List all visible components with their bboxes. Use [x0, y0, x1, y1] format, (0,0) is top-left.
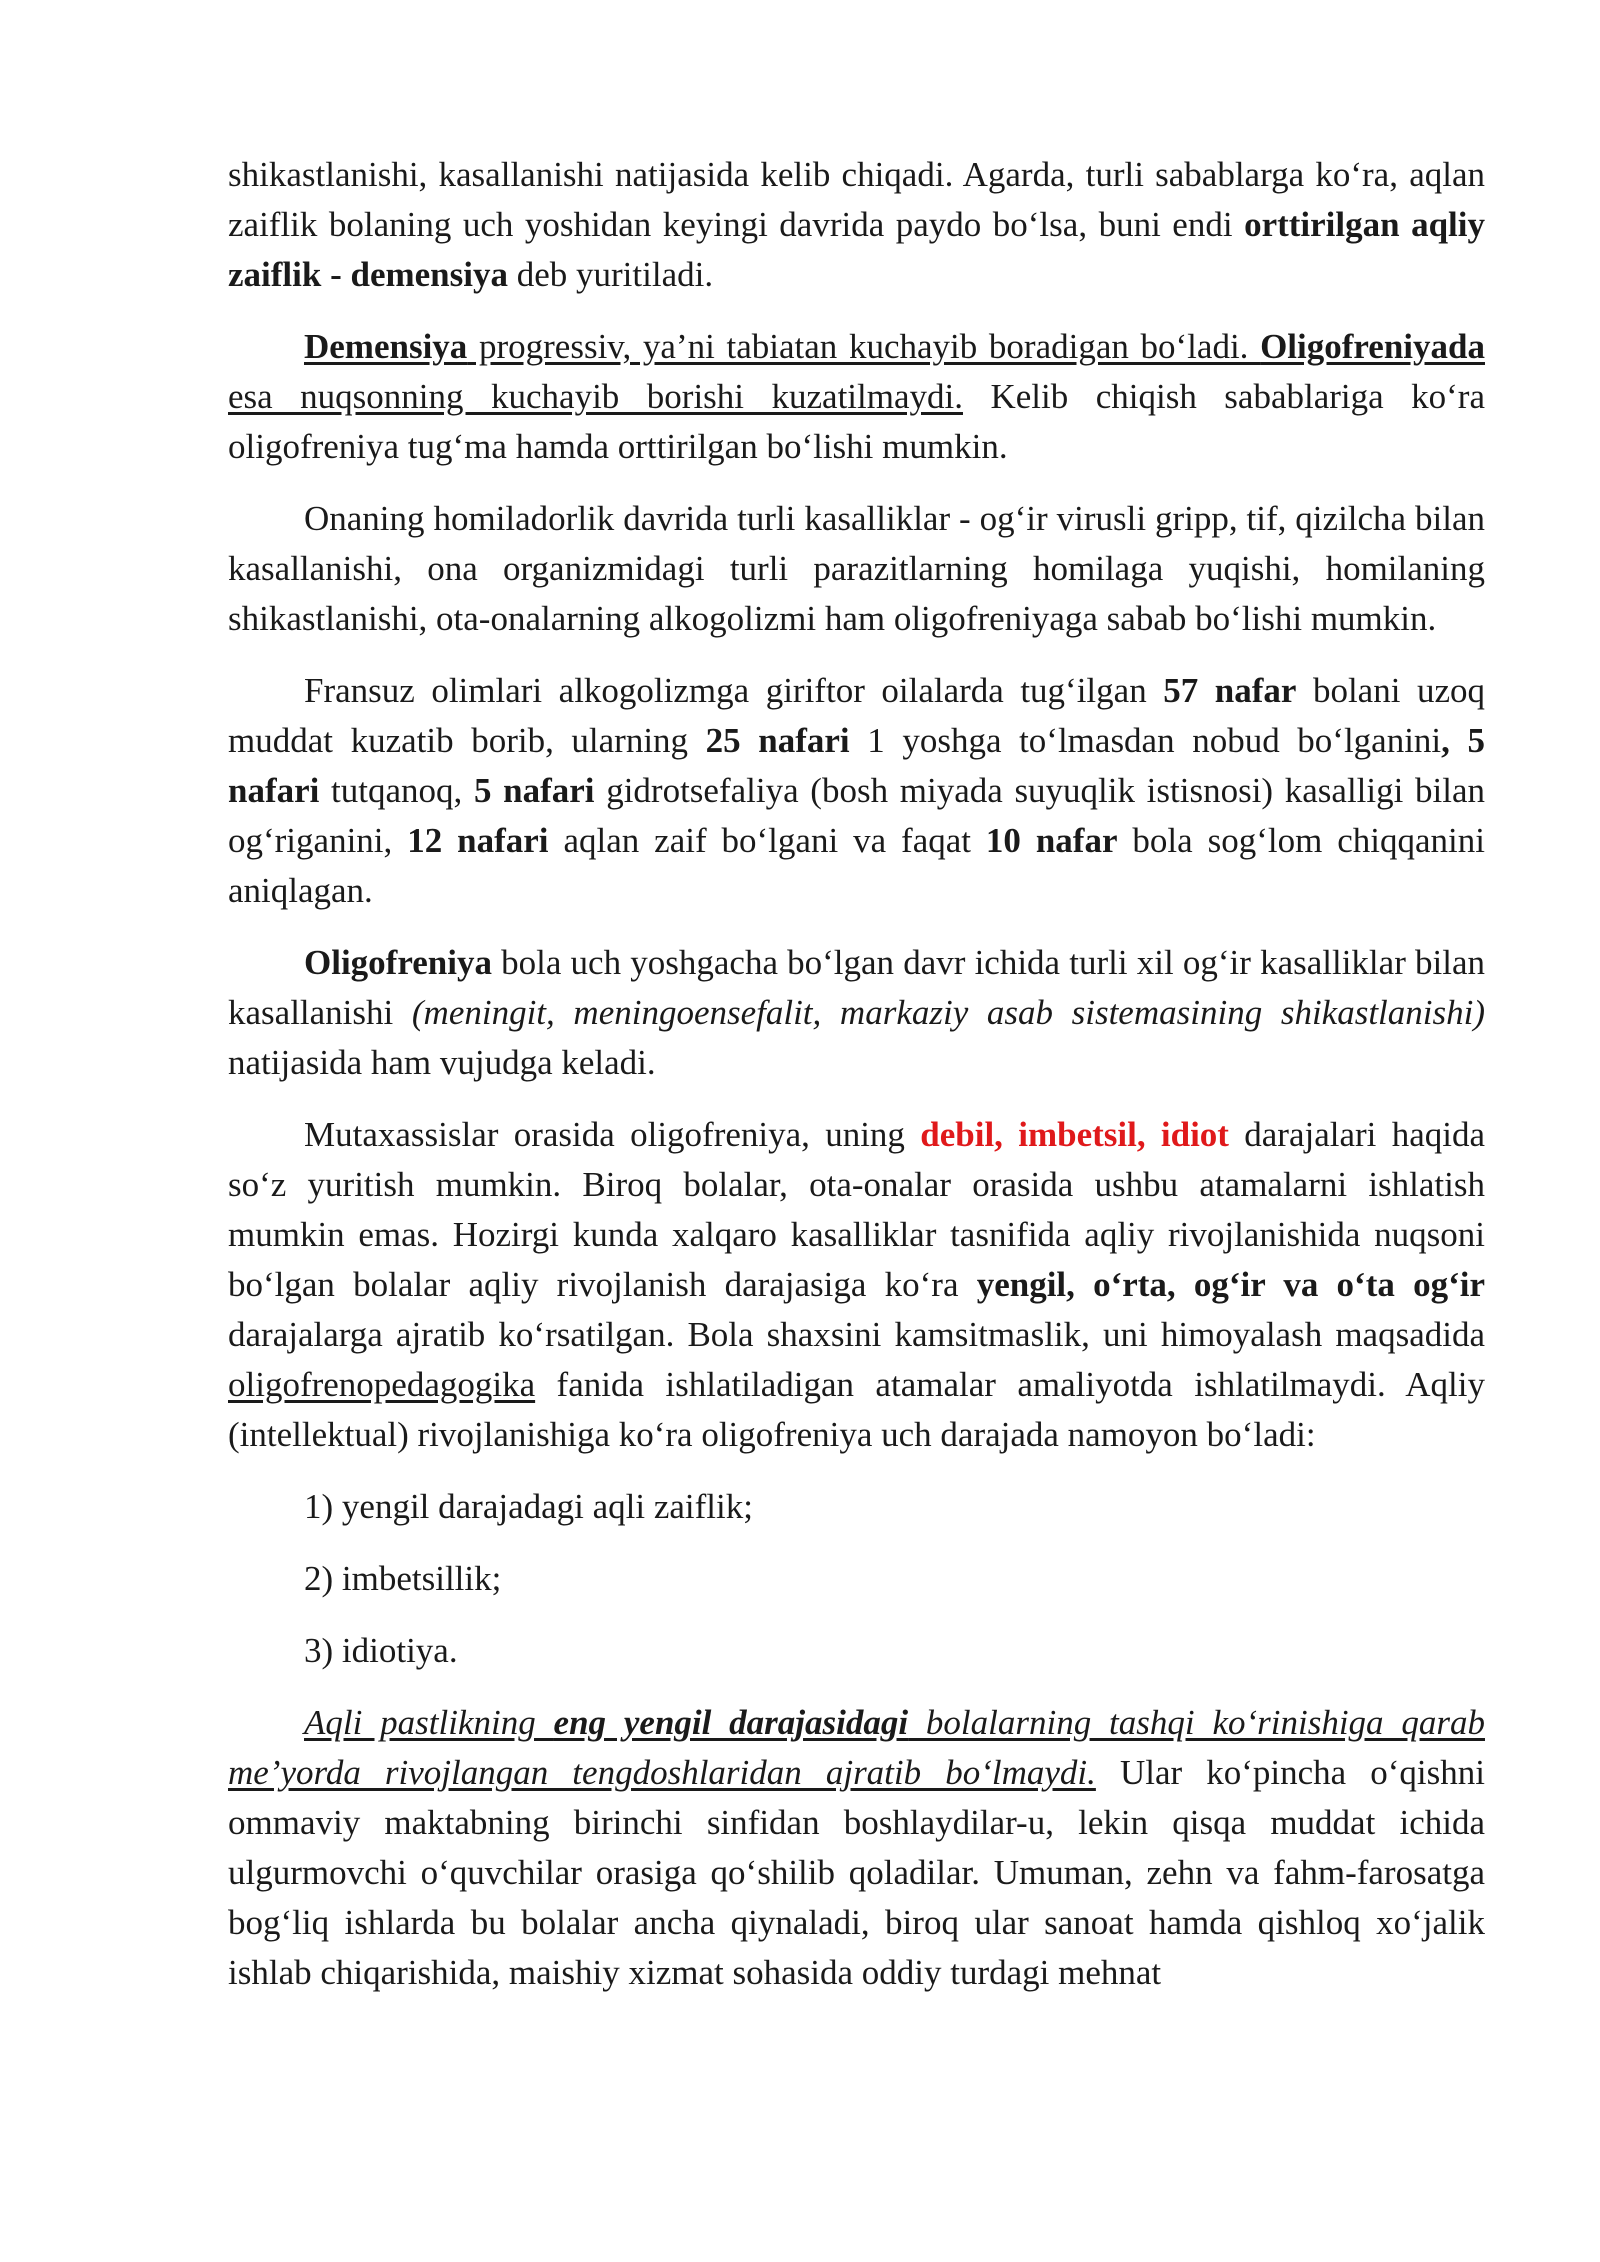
- paragraph-7: Aqli pastlikning eng yengil darajasidagi bolalarning tashqi ko‘rinishiga qarab me’yorda rivojlangan tengdoshlaridan ajratib bo‘lmaydi. Ular ko‘pincha o‘qishni ommaviy maktabning birinchi sinfidan boshlaydilar-u, lekin qisqa muddat ichida ulgurmovchi o‘quvchilar orasiga qo‘shilib qoladilar. Umuman, zehn va fahm-farosatga bog‘liq ishlarda bu bolalar ancha qiynaladi, biroq ular sanoat hamda qishloq xo‘jalik ishlab chiqarishida, maishiy xizmat sohasida oddiy turdagi mehnat: [228, 1703, 1485, 1992]
- list-item: 2) imbetsillik;: [304, 1559, 502, 1598]
- dementia-term: orttirilgan aqliy zaiflik - demensiya: [228, 205, 1485, 294]
- paragraph-1: shikastlanishi, kasallanishi natijasida kelib chiqadi. Agarda, turli sabablarga ko‘ra, aqlan zaiflik bolaning uch yoshidan keyingi davrida paydo bo‘lsa, buni endi orttirilgan aqliy zaiflik - demensiya deb yuritiladi.: [228, 155, 1485, 294]
- list-item: 3) idiotiya.: [304, 1631, 458, 1670]
- oligofrenopedagogika-term: oligofrenopedagogika: [228, 1365, 536, 1404]
- dementia-heading: Demensiya: [304, 327, 468, 366]
- paragraph-2: Demensiya progressiv, ya’ni tabiatan kuchayib boradigan bo‘ladi. Oligofreniyada esa nuqsonning kuchayib borishi kuzatilmaydi. Kelib chiqish sabablariga ko‘ra oligofreniya tug‘ma hamda orttirilgan bo‘lishi mumkin.: [228, 327, 1485, 466]
- paragraph-6: Mutaxassislar orasida oligofreniya, uning debil, imbetsil, idiot darajalari haqida so‘z yuritish mumkin. Biroq bolalar, ota-onalar orasida ushbu atamalarni ishlatish mumkin emas. Hozirgi kunda xalqaro kasalliklar tasnifida aqliy rivojlanishida nuqsoni bo‘lgan bolalar aqliy rivojlanish darajasiga ko‘ra yengil, o‘rta, og‘ir va o‘ta og‘ir darajalarga ajratib ko‘rsatilgan. Bola shaxsini kamsitmaslik, uni himoyalash maqsadida oligofrenopedagogika fanida ishlatiladigan atamalar amaliyotda ishlatilmaydi. Aqliy (intellektual) rivojlanishiga ko‘ra oligofreniya uch darajada namoyon bo‘ladi:: [228, 1115, 1485, 1454]
- oligophrenia-term: Oligofreniyada: [1260, 327, 1485, 366]
- paragraph-3: Onaning homiladorlik davrida turli kasalliklar - og‘ir virusli gripp, tif, qizilcha bilan kasallanishi, ona organizmidagi turli parazitlarning homilaga yuqishi, homilaning shikastlanishi, ota-onalarning alkogolizmi ham oligofreniyaga sabab bo‘lishi mumkin.: [228, 499, 1485, 638]
- paragraph-4: Fransuz olimlari alkogolizmga giriftor oilalarda tug‘ilgan 57 nafar bolani uzoq muddat kuzatib borib, ularning 25 nafari 1 yoshga to‘lmasdan nobud bo‘lganini, 5 nafari tutqanoq, 5 nafari gidrotsefaliya (bosh miyada suyuqlik istisnosi) kasalligi bilan og‘riganini, 12 nafari aqlan zaif bo‘lgani va faqat 10 nafar bola sog‘lom chiqqanini aniqlagan.: [228, 671, 1486, 910]
- red-terms: debil, imbetsil, idiot: [920, 1115, 1229, 1154]
- list-item: 1) yengil darajadagi aqli zaiflik;: [304, 1487, 753, 1526]
- paragraph-5: Oligofreniya bola uch yoshgacha bo‘lgan davr ichida turli xil og‘ir kasalliklar bilan kasallanishi (meningit, meningoensefalit, markaziy asab sistemasining shikastlanishi) natijasida ham vujudga keladi.: [228, 943, 1485, 1082]
